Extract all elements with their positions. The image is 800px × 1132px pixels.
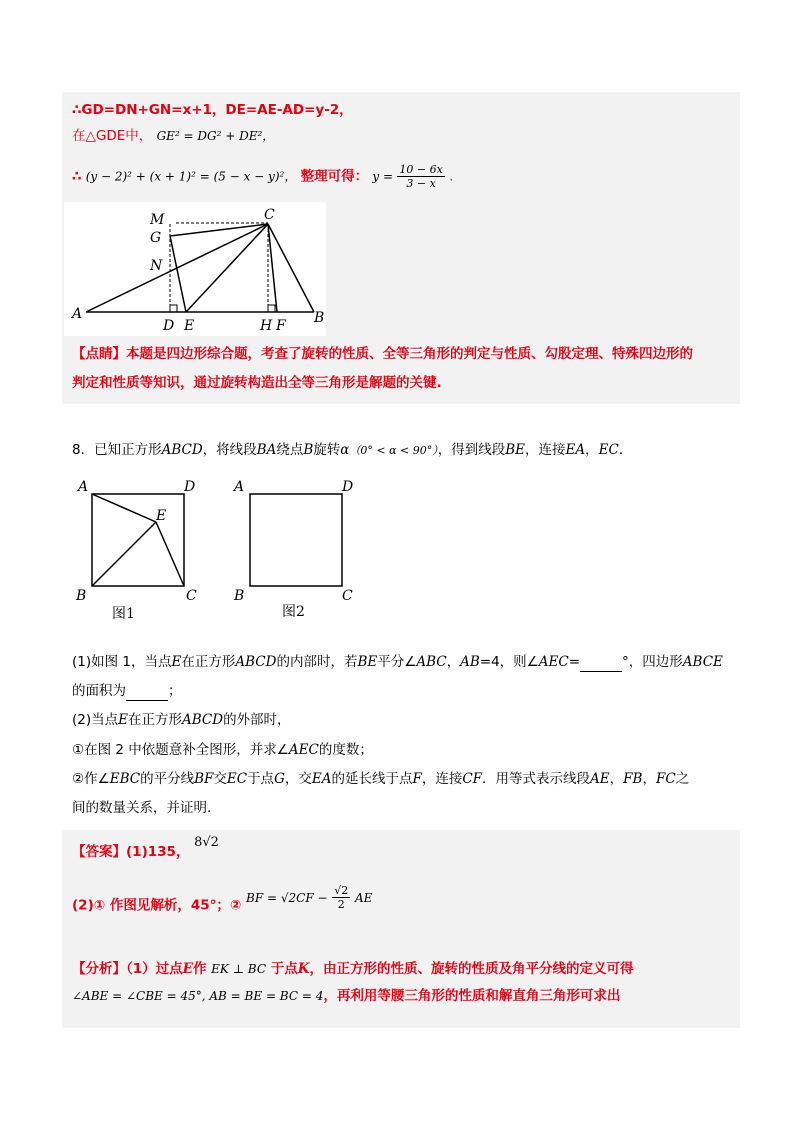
equation-formula: (y − 2)² + (x + 1)² = (5 − x − y)²， xyxy=(85,169,297,184)
analysis-line-1: 【分析】（1）过点E作 EK ⊥ BC 于点K，由正方形的性质、旋转的性质及角平分线的定义可得 xyxy=(72,961,634,977)
fig2-caption: 图2 xyxy=(282,604,305,620)
label-f: F xyxy=(276,318,286,334)
answer-blank-angle[interactable] xyxy=(580,671,622,672)
fig1-label-b: B xyxy=(76,588,87,604)
fig2-label-a: A xyxy=(234,479,245,495)
question-2: (2)当点E在正方形ABCD的外部时， xyxy=(72,712,291,728)
question-2-part-1: ①在图 2 中依题意补全图形，并求∠AEC的度数； xyxy=(72,742,373,758)
fig2-label-d: D xyxy=(342,479,354,495)
solution-line-1: ∴GD=DN+GN=x+1，DE=AE-AD=y-2， xyxy=(72,102,353,118)
geometry-figure-mgnc xyxy=(64,202,326,336)
solution-line-2: 在△GDE中， GE² = DG² + DE²， xyxy=(72,128,275,144)
fig1-label-e: E xyxy=(156,508,167,524)
analysis-line-2: ∠ABE = ∠CBE = 45°, AB = BE = BC = 4，再利用等腰三角形的性质和解直角三角形可求出 xyxy=(72,988,621,1004)
label-m: M xyxy=(150,212,165,228)
fig1-label-d: D xyxy=(184,479,196,495)
squares-figure xyxy=(70,476,370,626)
label-a: A xyxy=(72,306,83,322)
fig1-label-a: A xyxy=(78,479,89,495)
problem-stem: 8．已知正方形ABCD，将线段BA绕点B旋转α（0° < α < 90°），得到线段BE，连接EA，EC． xyxy=(72,442,633,458)
dianjing-line-1: 【点睛】本题是四边形综合题，考查了旋转的性质、全等三角形的判定与性质、勾股定理、特殊四边形的 xyxy=(72,346,693,362)
question-1-line-2: 的面积为 ； xyxy=(72,683,182,699)
question-2-part-2-line-1: ②作∠EBC的平分线BF交EC于点G，交EA的延长线于点F，连接CF．用等式表示线段AE，FB，FC之 xyxy=(72,771,690,787)
label-e: E xyxy=(184,318,195,334)
question-2-part-2-line-2: 间的数量关系，并证明. xyxy=(72,800,212,816)
answer-line-1: 【答案】(1)135， 8√2 xyxy=(72,835,219,860)
answer-blank-area[interactable] xyxy=(126,700,168,701)
pythagoras-formula: GE² = DG² + DE²， xyxy=(156,129,275,143)
answer-fraction: $\frac{√2}{2}$ xyxy=(334,884,349,911)
label-h: H xyxy=(260,318,273,334)
label-b: B xyxy=(314,310,325,326)
question-1-line-1: (1)如图 1，当点E在正方形ABCD的内部时，若BE平分∠ABC，AB=4，则∠AEC= °，四边形ABCE xyxy=(72,654,723,670)
label-g: G xyxy=(150,230,162,246)
fig1-caption: 图1 xyxy=(112,606,135,622)
answer-line-2: (2)① 作图见解析，45°；② BF = √2CF − $\frac{√2}{2}$ AE xyxy=(72,884,373,914)
label-d: D xyxy=(163,318,175,334)
fig2-label-c: C xyxy=(342,588,353,604)
solution-line-3: ∴ (y − 2)² + (x + 1)² = (5 − x − y)²， 整理可得： y = $\frac{10 - 6x}{3 - x}$ . xyxy=(72,163,454,190)
label-c: C xyxy=(264,207,275,223)
fig2-label-b: B xyxy=(234,588,245,604)
label-n: N xyxy=(150,258,163,274)
answer-value-area: 8√2 xyxy=(194,835,219,850)
result-fraction: $\frac{10 - 6x}{3 - x}$ xyxy=(399,163,443,190)
dianjing-line-2: 判定和性质等知识，通过旋转构造出全等三角形是解题的关键. xyxy=(72,375,442,391)
fig1-label-c: C xyxy=(186,588,197,604)
